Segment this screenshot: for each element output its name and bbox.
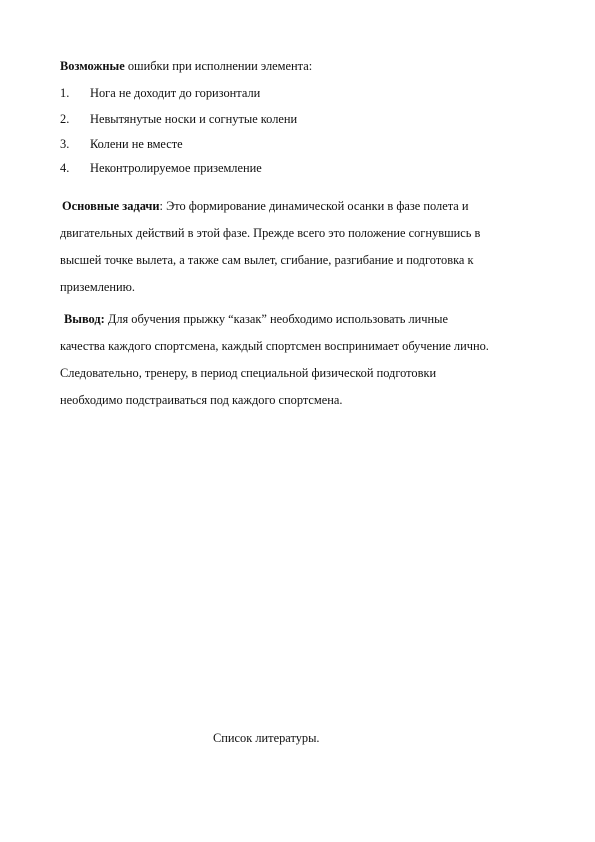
list-item-text: Колени не вместе — [90, 137, 183, 151]
conclusion-paragraph — [60, 311, 530, 419]
errors-heading-text: ошибки при исполнении элемента: — [124, 59, 313, 73]
conclusion-line: необходимо подстраиваться под каждого спортсмена. — [60, 393, 343, 407]
list-item — [60, 112, 297, 127]
references-title: Список литературы. — [213, 731, 320, 745]
list-item-number: 2. — [60, 112, 70, 126]
tasks-line — [60, 198, 530, 225]
errors-heading — [60, 59, 312, 74]
conclusion-line: качества каждого спортсмена, каждый спортсмен воспринимает обучение лично. — [60, 339, 489, 353]
tasks-line: двигательных действий в этой фазе. Прежде всего это положение согнувшись в — [60, 226, 481, 240]
list-item — [60, 137, 183, 152]
tasks-text: : Это формирование динамической осанки в фазе полета и — [159, 199, 469, 213]
conclusion-line: Следовательно, тренеру, в период специальной физической подготовки — [60, 366, 437, 380]
list-item — [60, 161, 262, 176]
list-item-text: Нога не доходит до горизонтали — [90, 86, 261, 100]
conclusion-line — [60, 311, 530, 338]
list-item-number: 3. — [60, 137, 70, 151]
conclusion-text: Для обучения прыжку “казак” необходимо использовать личные — [104, 312, 448, 326]
list-item-number: 4. — [60, 161, 70, 175]
tasks-line: приземлению. — [60, 280, 135, 294]
list-item-number: 1. — [60, 86, 70, 100]
list-item-text: Неконтролируемое приземление — [90, 161, 262, 175]
list-item — [60, 86, 260, 101]
list-item-text: Невытянутые носки и согнутые колени — [90, 112, 298, 126]
tasks-label: Основные задачи — [62, 199, 160, 213]
errors-heading-bold: Возможные — [60, 59, 125, 73]
tasks-paragraph — [60, 198, 530, 306]
tasks-line: высшей точке вылета, а также сам вылет, сгибание, разгибание и подготовка к — [60, 253, 474, 267]
conclusion-label: Вывод: — [64, 312, 105, 326]
